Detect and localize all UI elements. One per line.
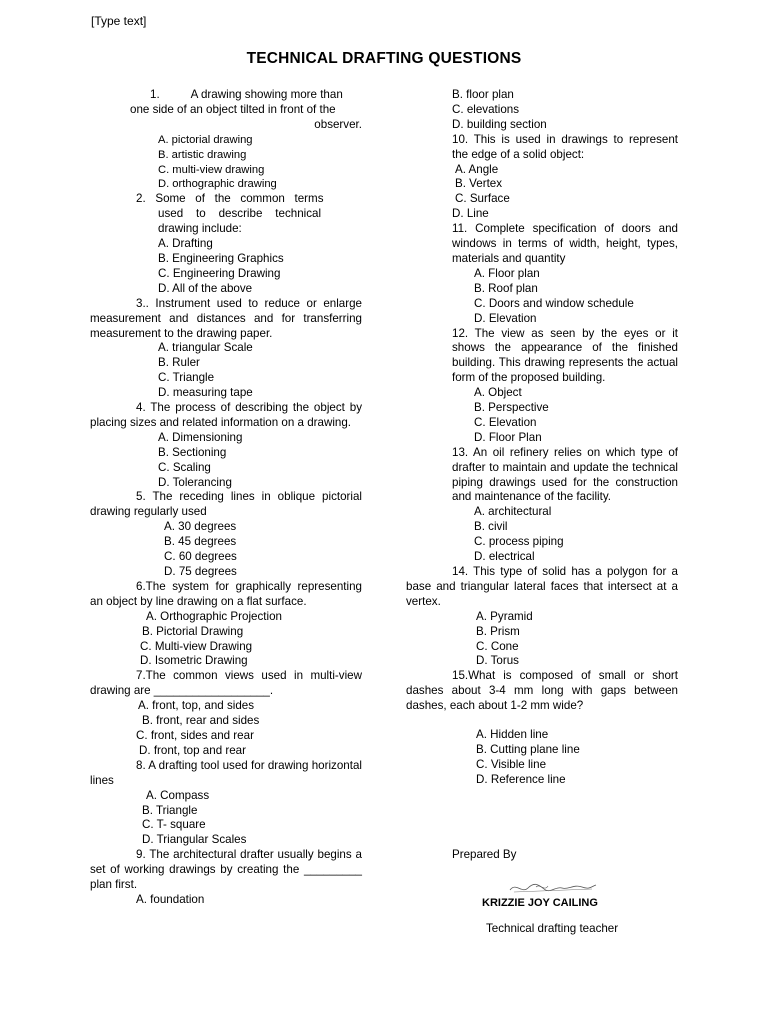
option: A. Orthographic Projection (146, 609, 282, 623)
option: B. Prism (476, 624, 520, 638)
option: D. Torus (476, 654, 519, 668)
option: C. Scaling (158, 460, 211, 474)
question-text: 15.What is composed of small or short dashes about 3-4 mm long with gaps between dashes, each about 1-2 mm wide? (406, 669, 678, 713)
question-text-line: used to describe technical (158, 207, 322, 221)
question-text: 11. Complete specification of doors and windows in terms of width, height, types, materials and quantity (452, 222, 678, 265)
option: D. orthographic drawing (158, 178, 277, 191)
option: D. Tolerancing (158, 475, 232, 489)
question-number: 1. (150, 88, 160, 101)
option: B. floor plan (452, 88, 514, 101)
option: D. Reference line (476, 772, 566, 786)
option: A. Object (474, 386, 522, 400)
question-6 (90, 580, 362, 669)
question-5 (90, 490, 362, 579)
left-column (90, 88, 362, 908)
right-column (406, 88, 678, 788)
question-9 (90, 848, 362, 908)
question-text: 4. The process of describing the object by placing sizes and related information on a drawing. (90, 401, 362, 429)
option: C. elevations (452, 102, 520, 116)
option: B. Engineering Graphics (158, 251, 284, 265)
option: A. Hidden line (476, 728, 549, 742)
question-1 (90, 88, 362, 192)
option: B. Vertex (455, 177, 503, 191)
option: C. Doors and window schedule (474, 296, 634, 310)
option: C. T- square (142, 818, 206, 832)
question-text: 7.The common views used in multi-view drawing are __________________. (90, 669, 362, 698)
option: D. Isometric Drawing (140, 654, 248, 668)
question-text-line: one side of an object tilted in front of the (130, 102, 336, 116)
option: A. 30 degrees (164, 520, 237, 534)
option: D. front, top and rear (139, 743, 246, 757)
option: C. Cone (476, 639, 519, 653)
option: C. Surface (455, 192, 510, 206)
option: C. front, sides and rear (136, 728, 254, 742)
question-text: 5. The receding lines in oblique pictorial drawing regularly used (90, 490, 362, 519)
option: A. Pyramid (476, 609, 533, 623)
signatory-role: Technical drafting teacher (486, 922, 619, 935)
option: D. All of the above (158, 281, 253, 295)
option: D. Floor Plan (474, 430, 542, 444)
question-text-line: A drawing showing more than (190, 88, 343, 101)
page-title: TECHNICAL DRAFTING QUESTIONS (246, 50, 522, 67)
question-9-continued (406, 88, 678, 133)
question-text: 3.. Instrument used to reduce or enlarge measurement and distances and for transferring measurement to the drawing paper. (90, 296, 362, 340)
option: A. Floor plan (474, 266, 540, 280)
option: C. multi-view drawing (158, 163, 265, 176)
option: A. front, top, and sides (138, 699, 255, 713)
option: A. triangular Scale (158, 341, 253, 355)
question-2 (90, 192, 362, 296)
option: A. architectural (474, 505, 552, 519)
option: C. 60 degrees (164, 550, 237, 564)
option: A. foundation (136, 892, 205, 906)
option: D. Elevation (474, 311, 537, 325)
signature-icon (508, 880, 598, 898)
option: C. Multi-view Drawing (140, 639, 253, 653)
question-4 (90, 401, 362, 490)
option: C. Engineering Drawing (158, 266, 281, 280)
question-text-line: 2. Some of the common terms (136, 192, 324, 206)
option: B. civil (474, 520, 508, 534)
option: D. building section (452, 117, 547, 131)
option: B. front, rear and sides (142, 714, 260, 728)
question-text: 10. This is used in drawings to represent the edge of a solid object: (452, 132, 678, 161)
option: A. Dimensioning (158, 430, 243, 444)
option: D. 75 degrees (164, 565, 237, 578)
question-7 (90, 669, 362, 758)
question-text: 14. This type of solid has a polygon for a base and triangular lateral faces that intersect at a vertex. (406, 565, 678, 608)
question-text: 12. The view as seen by the eyes or it shows the appearance of the finished building. This drawing represents the actual form of the proposed building. (452, 326, 678, 385)
question-text: 8. A drafting tool used for drawing horizontal lines (90, 758, 362, 787)
question-text-line: drawing include: (158, 222, 242, 236)
question-12 (406, 327, 678, 446)
option: B. Perspective (474, 401, 549, 415)
option: B. artistic drawing (158, 148, 247, 161)
option: C. process piping (474, 535, 564, 549)
option: D. measuring tape (158, 386, 253, 400)
question-11 (406, 222, 678, 326)
option: B. Sectioning (158, 445, 227, 459)
prepared-by-label: Prepared By (452, 848, 517, 861)
option: A. Compass (146, 788, 210, 802)
option: A. Drafting (158, 237, 213, 251)
option: D. Triangular Scales (142, 833, 247, 847)
question-text: 6.The system for graphically representing an object by line drawing on a flat surface. (90, 579, 362, 608)
option: B. Ruler (158, 356, 200, 370)
option: C. Elevation (474, 415, 537, 429)
question-text: 9. The architectural drafter usually begins a set of working drawings by creating the _________ plan first. (90, 848, 362, 892)
option: D. Line (452, 207, 489, 221)
signatory-name: KRIZZIE JOY CAILING (482, 897, 598, 909)
option: A. pictorial drawing (158, 133, 253, 146)
option: B. Roof plan (474, 281, 538, 295)
option: B. 45 degrees (164, 535, 237, 549)
question-10 (406, 133, 678, 222)
option: A. Angle (455, 162, 499, 176)
question-13 (406, 446, 678, 565)
header-placeholder: [Type text] (91, 14, 147, 28)
question-14 (406, 565, 678, 669)
question-text-line: observer. (314, 117, 362, 131)
question-text: 13. An oil refinery relies on which type of drafter to maintain and update the technical piping drawings used for the construction and maintenance of the facility. (452, 445, 678, 504)
option: D. electrical (474, 550, 535, 564)
question-15 (406, 669, 678, 787)
option: B. Cutting plane line (476, 742, 580, 756)
option: C. Visible line (476, 757, 547, 771)
question-8 (90, 759, 362, 848)
option: B. Pictorial Drawing (142, 624, 244, 638)
question-3 (90, 297, 362, 401)
option: C. Triangle (158, 371, 215, 385)
option: B. Triangle (142, 803, 198, 817)
